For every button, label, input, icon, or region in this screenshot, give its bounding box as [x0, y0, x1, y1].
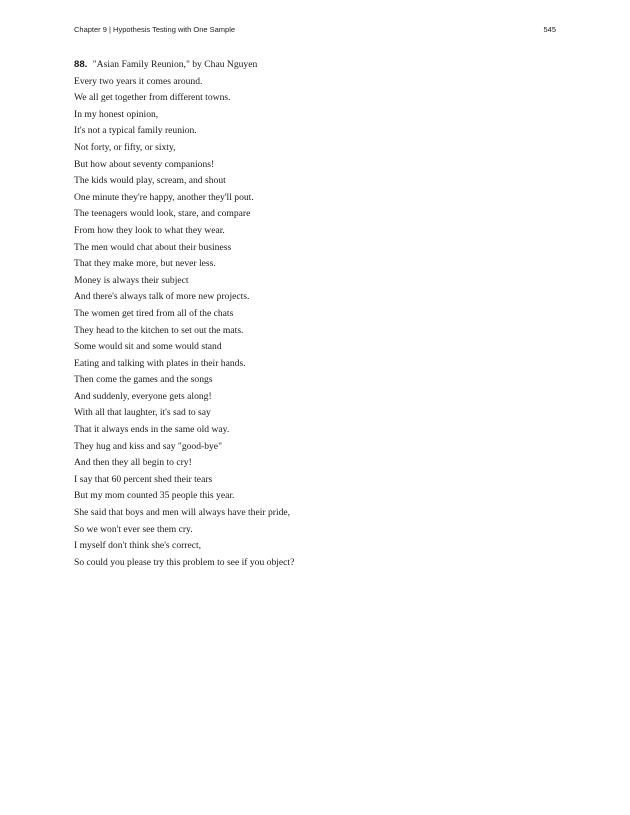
page-header [74, 25, 556, 37]
poem-line: Not forty, or fifty, or sixty, [74, 141, 176, 153]
poem-line: From how they look to what they wear. [74, 224, 225, 236]
poem-line: That it always ends in the same old way. [74, 424, 230, 436]
poem-line: And then they all begin to cry! [74, 457, 192, 469]
poem-line: With all that laughter, it's sad to say [74, 407, 211, 419]
poem-line: They hug and kiss and say "good-bye" [74, 440, 222, 452]
poem-line: Then come the games and the songs [74, 374, 213, 386]
poem-line: So we won't ever see them cry. [74, 523, 193, 535]
poem-body [74, 74, 554, 572]
poem-line: So could you please try this problem to see if you object? [74, 556, 295, 568]
poem-line: She said that boys and men will always have their pride, [74, 507, 291, 519]
poem-line: The women get tired from all of the chats [74, 307, 234, 319]
poem-line: Money is always their subject [74, 274, 189, 286]
poem-line: The men would chat about their business [74, 241, 232, 253]
exercise-heading [74, 57, 554, 74]
exercise-88 [74, 57, 554, 571]
poem-line: But how about seventy companions! [74, 158, 215, 170]
poem-line: They head to the kitchen to set out the mats. [74, 324, 244, 336]
poem-line: The kids would play, scream, and shout [74, 175, 226, 187]
poem-line: And there's always talk of more new projects. [74, 291, 250, 303]
poem-line: And suddenly, everyone gets along! [74, 390, 212, 402]
chapter-title: Chapter 9 | Hypothesis Testing with One Sample [74, 25, 236, 34]
poem-line: We all get together from different towns. [74, 92, 231, 104]
poem-line: But my mom counted 35 people this year. [74, 490, 235, 502]
poem-line: It's not a typical family reunion. [74, 125, 197, 137]
poem-line: That they make more, but never less. [74, 258, 216, 270]
poem-title: "Asian Family Reunion," by Chau Nguyen [92, 59, 258, 70]
page-number: 545 [543, 25, 556, 34]
poem-line: Eating and talking with plates in their hands. [74, 357, 246, 369]
poem-line: Some would sit and some would stand [74, 341, 222, 353]
exercise-number: 88. [74, 59, 88, 70]
poem-line: In my honest opinion, [74, 108, 159, 120]
poem-line: One minute they're happy, another they'll pout. [74, 191, 254, 203]
poem-line: I say that 60 percent shed their tears [74, 473, 213, 485]
poem-line: Every two years it comes around. [74, 75, 203, 87]
poem-line: I myself don't think she's correct, [74, 540, 202, 552]
poem-line: The teenagers would look, stare, and compare [74, 208, 251, 220]
